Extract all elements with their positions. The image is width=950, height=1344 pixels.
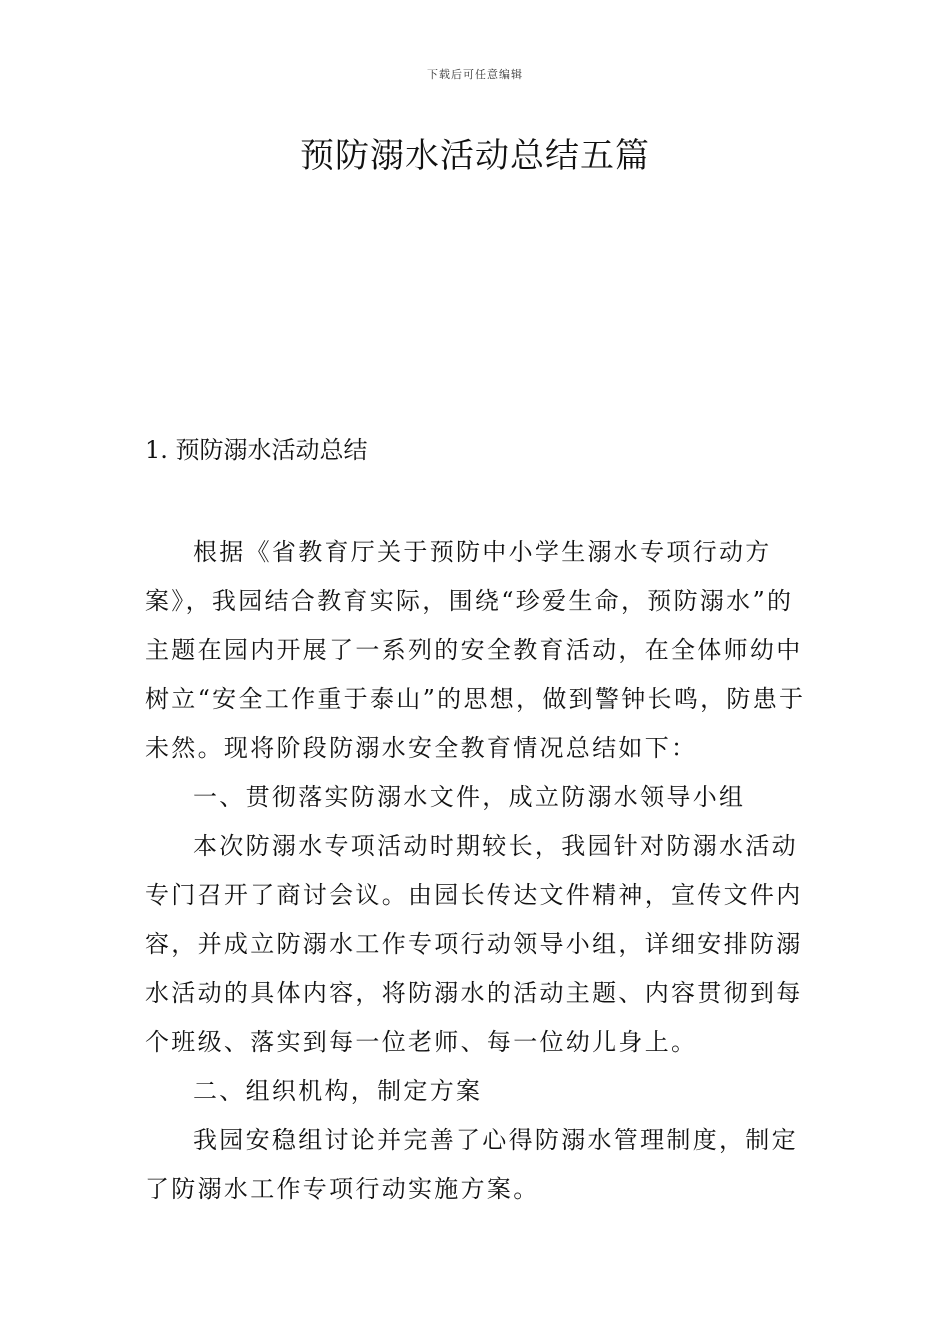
section-heading: 1. 预防溺水活动总结: [145, 436, 368, 464]
document-body: [145, 528, 807, 1214]
header-note: 下载后可任意编辑: [427, 68, 523, 81]
subheading-two: 二、组织机构，制定方案: [193, 1077, 483, 1105]
document-title: 预防溺水活动总结五篇: [300, 136, 650, 176]
paragraph-intro: 根据《省教育厅关于预防中小学生溺水专项行动方案》，我园结合教育实际，围绕“珍爱生命，预防溺水”的主题在园内开展了一系列的安全教育活动，在全体师幼中树立“安全工作重于泰山”的思想，做到警钟长鸣，防患于未然。现将阶段防溺水安全教育情况总结如下：: [145, 538, 806, 762]
paragraph-two: 我园安稳组讨论并完善了心得防溺水管理制度，制定了防溺水工作专项行动实施方案。: [145, 1126, 798, 1203]
subheading-one: 一、贯彻落实防溺水文件，成立防溺水领导小组: [193, 783, 746, 811]
paragraph-one: 本次防溺水专项活动时期较长，我园针对防溺水活动专门召开了商讨会议。由园长传达文件精神，宣传文件内容，并成立防溺水工作专项行动领导小组，详细安排防溺水活动的具体内容，将防溺水的活动主题、内容贯彻到每个班级、落实到每一位老师、每一位幼儿身上。: [145, 832, 803, 1056]
